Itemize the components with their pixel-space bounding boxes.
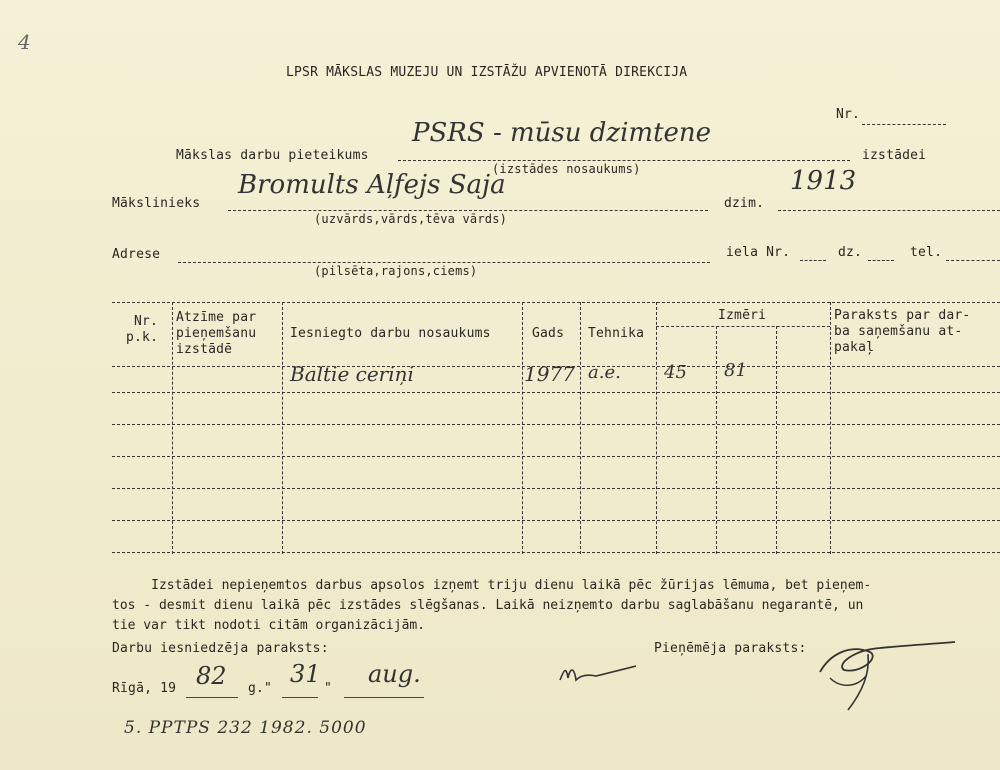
artist-line — [228, 210, 708, 211]
work-technique-cell: a.e. — [588, 362, 621, 383]
date-year-line — [186, 697, 238, 698]
notice-line: tie var tikt nodoti citām organizācijām. — [112, 618, 426, 633]
col-divider — [656, 302, 657, 554]
date-prefix: Rīgā, 19 — [112, 681, 177, 696]
artist-value: Bromults Aļfejs Saja — [238, 170, 506, 200]
col-divider — [172, 302, 173, 554]
header-paraksts: pakaļ — [834, 340, 875, 355]
table-row-line — [112, 392, 1000, 393]
table-bottom-border — [112, 552, 1000, 553]
date-quote: " — [324, 681, 333, 696]
dz-label: dz. — [838, 245, 863, 260]
header-nr: Nr. — [134, 314, 159, 329]
col-divider — [522, 302, 523, 554]
tel-line — [946, 260, 1000, 261]
table-row-line — [112, 520, 1000, 521]
corner-mark: 4 — [18, 30, 31, 54]
work-year-cell: 1977 — [524, 362, 575, 386]
table-row-line — [112, 456, 1000, 457]
pieteikums-label: Mākslas darbu pieteikums — [176, 148, 369, 163]
submitter-signature-label: Darbu iesniedzēja paraksts: — [112, 641, 329, 656]
col-divider — [716, 326, 717, 554]
print-code: 5. PPTPS 232 1982. 5000 — [124, 718, 367, 738]
tel-label: tel. — [910, 245, 943, 260]
header-pk: p.k. — [126, 330, 159, 345]
artist-label: Mākslinieks — [112, 196, 201, 211]
address-label: Adrese — [112, 247, 161, 262]
header-gads: Gads — [532, 326, 565, 341]
exhibition-name-caption: (izstādes nosaukums) — [492, 162, 641, 176]
date-g-label: g." — [248, 681, 273, 696]
dz-line — [868, 260, 894, 261]
work-dim2-cell: 81 — [724, 360, 747, 381]
birth-year-value: 1913 — [790, 166, 857, 196]
header-paraksts: ba saņemšanu at- — [834, 324, 963, 339]
exhibition-name-line — [398, 160, 850, 161]
address-line — [178, 262, 710, 263]
exhibition-name-value: PSRS - mūsu dzimtene — [412, 118, 712, 148]
nr-line — [862, 124, 946, 125]
iela-label: iela Nr. — [726, 245, 791, 260]
col-divider — [282, 302, 283, 554]
receiver-signature-icon — [810, 634, 960, 714]
dzim-label: dzim. — [724, 196, 765, 211]
table-top-border — [112, 302, 1000, 303]
header-tehnika: Tehnika — [588, 326, 645, 341]
nr-label: Nr. — [836, 107, 861, 122]
table-row-line — [112, 424, 1000, 425]
date-month-value: aug. — [368, 660, 421, 688]
header-atzime: izstādē — [176, 342, 233, 357]
izmeri-subheader-line — [656, 326, 830, 327]
date-day-value: 31 — [290, 660, 321, 688]
table-row-line — [112, 488, 1000, 489]
col-divider — [830, 302, 831, 554]
receiver-signature-label: Pieņēmēja paraksts: — [654, 641, 807, 656]
artist-caption: (uzvārds,vārds,tēva vārds) — [314, 212, 508, 226]
izstadei-label: izstādei — [862, 148, 927, 163]
header-paraksts: Paraksts par dar- — [834, 308, 971, 323]
header-nosaukums: Iesniegto darbu nosaukums — [290, 326, 491, 341]
submitter-signature-icon — [556, 658, 646, 688]
date-year-value: 82 — [196, 662, 227, 690]
work-dim1-cell: 45 — [664, 362, 687, 383]
notice-line: tos - desmit dienu laikā pēc izstādes slēgšanas. Laikā neizņemto darbu saglabāšanu negarantē, un — [112, 598, 864, 613]
notice-paragraph — [112, 576, 1000, 636]
iela-line — [800, 260, 826, 261]
notice-line: Izstādei nepieņemtos darbus apsolos izņemt triju dienu laikā pēc žūrijas lēmuma, bet pieņem- — [112, 578, 872, 593]
birth-line — [778, 210, 1000, 211]
form-title: LPSR MĀKSLAS MUZEJU UN IZSTĀŽU APVIENOTĀ DIREKCIJA — [286, 65, 688, 80]
header-izmeri: Izmēri — [718, 308, 767, 323]
date-day-line — [282, 697, 318, 698]
date-month-line — [344, 697, 424, 698]
work-title-cell: Baltie ceriņi — [290, 362, 414, 386]
header-atzime: pieņemšanu — [176, 326, 257, 341]
address-caption: (pilsēta,rajons,ciems) — [314, 264, 478, 278]
col-divider — [776, 326, 777, 554]
header-atzime: Atzīme par — [176, 310, 257, 325]
col-divider — [580, 302, 581, 554]
